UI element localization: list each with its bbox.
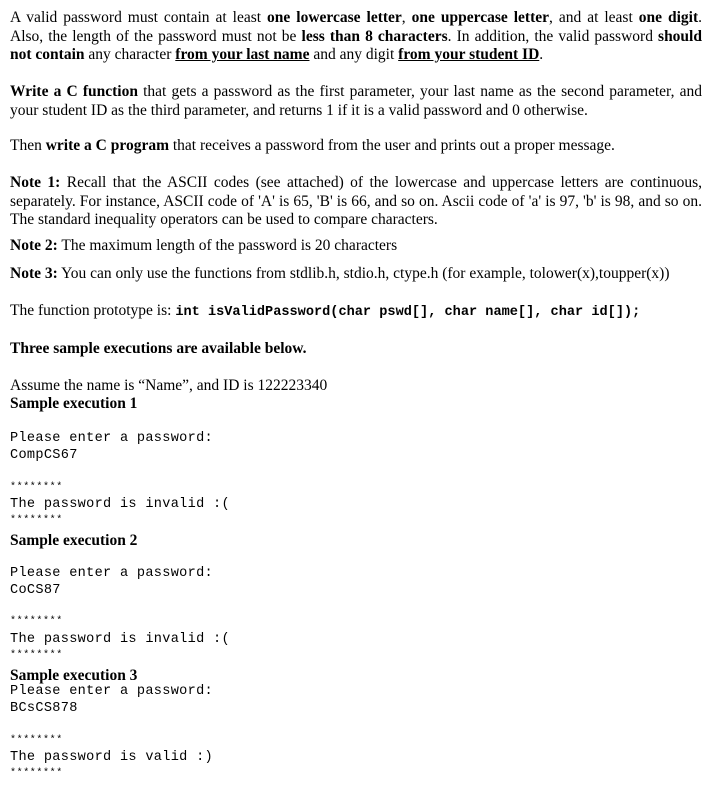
text: and any digit [309,46,399,63]
text: . Also, the length of the password must not be [10,9,702,45]
note-label: Note 2: [10,237,58,254]
sample-3-input: BCsCS878 [10,701,78,716]
sample-2-prompt: Please enter a password: [10,566,213,581]
sample-1-heading: Sample execution 1 [10,395,138,412]
program-task-paragraph [10,137,702,156]
stars-separator: ******** [10,735,63,746]
requirements-paragraph [10,9,702,65]
stars-separator: ******** [10,768,63,779]
text: any character [84,46,176,63]
sample-1-result: The password is invalid :( [10,497,230,512]
note-2 [10,237,702,256]
note-text: Recall that the ASCII codes (see attached) of the lowercase and uppercase letters are continuous, separately. For instance, ASCII code of 'A' is 65, 'B' is 66, and so on. Ascii code of 'a' is 97, 'b' is 98, and so on. The standard inequality operators can be used to compare characters. [10,174,702,228]
note-3 [10,265,702,284]
note-label: Note 3: [10,265,58,282]
text: , [401,9,412,26]
bold-text: less than 8 characters [301,27,448,45]
samples-heading: Three sample executions are available below. [10,340,307,357]
text: . [539,46,544,63]
stars-separator: ******** [10,515,63,526]
underlined-bold-text: from your student ID [398,46,540,63]
note-text: You can only use the functions from stdlib.h, stdio.h, ctype.h (for example, tolower(x),toupper(x)) [57,265,670,282]
stars-separator: ******** [10,482,63,493]
sample-2-input: CoCS87 [10,583,61,598]
assumption-line: Assume the name is “Name”, and ID is 122223340 [10,377,328,394]
prototype-line [10,302,702,323]
bold-text: one uppercase letter [411,9,549,26]
sample-3-heading: Sample execution 3 [10,667,138,684]
note-text: The maximum length of the password is 20 characters [57,237,398,254]
bold-text: Write a C function [10,83,138,100]
bold-text: write a C program [45,137,169,154]
sample-3-result: The password is valid :) [10,750,213,765]
note-1 [10,174,702,230]
function-task-paragraph [10,83,702,120]
text: . In addition, the valid password [447,27,659,45]
text: A valid password must contain at least [10,9,268,26]
text: that receives a password from the user and prints out a proper message. [169,137,615,154]
sample-2-result: The password is invalid :( [10,632,230,647]
note-label: Note 1: [10,174,61,191]
bold-text: should not contain [10,27,702,63]
text: that gets a password as the first parameter, your last name as the second parameter, and your student ID as the third parameter, and returns 1 if it is a valid password and 0 otherwise. [10,83,702,119]
stars-separator: ******** [10,616,63,627]
text: The function prototype is: [10,302,176,319]
bold-text: one digit [638,9,699,26]
function-prototype-code: int isValidPassword(char pswd[], char name[], char id[]); [175,305,641,320]
underlined-bold-text: from your last name [175,46,310,63]
bold-text: one lowercase letter [267,9,402,26]
text: Then [10,137,46,154]
sample-3-prompt: Please enter a password: [10,684,213,699]
text: , and at least [549,9,639,26]
sample-2-heading: Sample execution 2 [10,532,138,549]
sample-1-prompt: Please enter a password: [10,431,213,446]
stars-separator: ******** [10,650,63,661]
sample-1-input: CompCS67 [10,448,78,463]
